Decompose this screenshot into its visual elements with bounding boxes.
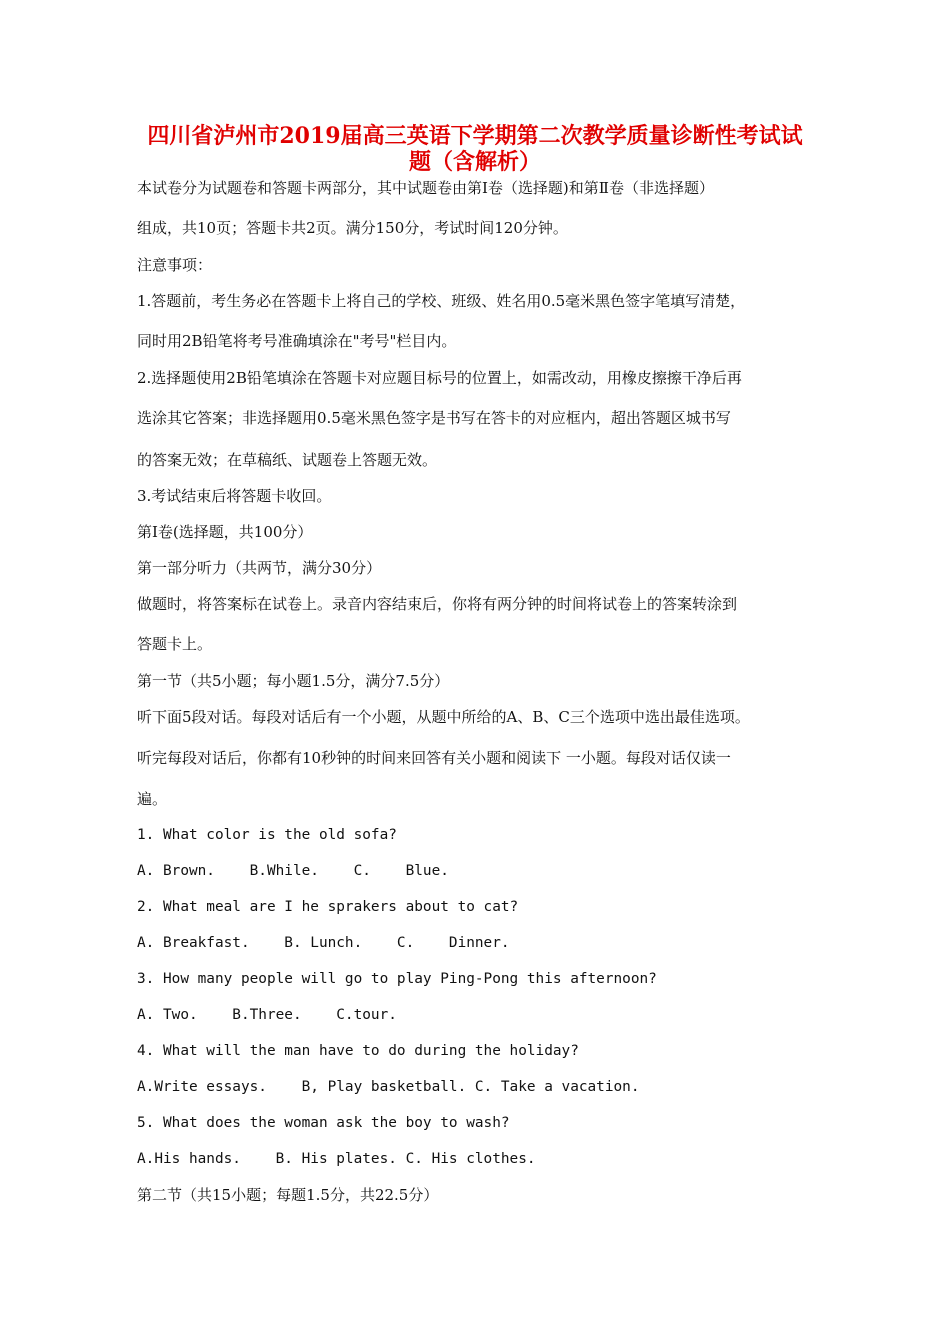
question-5-options: A.His hands. B. His plates. C. His clothes.: [137, 1151, 536, 1167]
section-2-heading: 第二节（共15小题；每题1.5分，共22.5分）: [137, 1186, 439, 1204]
notice-item-1-cont: 同时用2B铅笔将考号准确填涂在"考号"栏目内。: [137, 332, 457, 350]
section-1-heading: 第一节（共5小题；每小题1.5分，满分7.5分）: [137, 672, 450, 690]
intro-text-line: 本试卷分为试题卷和答题卡两部分，其中试题卷由第Ⅰ卷（选择题)和第Ⅱ卷（非选择题）: [137, 179, 714, 197]
section-1-instructions: 听下面5段对话。每段对话后有一个小题，从题中所给的A、B、C三个选项中选出最佳选项。: [137, 708, 750, 726]
notice-item-3: 3.考试结束后将答题卡收回。: [137, 487, 332, 505]
notice-item-1: 1.答题前，考生务必在答题卡上将自己的学校、班级、姓名用0.5毫米黑色签字笔填写清楚，: [137, 292, 746, 310]
intro-text-line: 组成，共10页；答题卡共2页。满分150分，考试时间120分钟。: [137, 219, 568, 237]
notice-item-2: 2.选择题使用2B铅笔填涂在答题卡对应题目标号的位置上，如需改动，用橡皮擦擦干净后再: [137, 369, 742, 387]
volume-1-heading: 第Ⅰ卷(选择题，共100分）: [137, 523, 313, 541]
question-2: 2. What meal are I he sprakers about to cat?: [137, 899, 519, 915]
question-1-options: A. Brown. B.While. C. Blue.: [137, 863, 449, 879]
section-1-instructions-cont: 遍。: [137, 790, 168, 808]
part-1-heading: 第一部分听力（共两节，满分30分）: [137, 559, 382, 577]
question-4-options: A.Write essays. B, Play basketball. C. Take a vacation.: [137, 1079, 640, 1095]
notice-item-2-cont: 选涂其它答案；非选择题用0.5毫米黑色签字是书写在答卡的对应框内，超出答题区城书写: [137, 409, 731, 427]
question-1: 1. What color is the old sofa?: [137, 827, 397, 843]
document-title-line-1: 四川省泸州市2019届高三英语下学期第二次教学质量诊断性考试试: [147, 123, 803, 149]
question-5: 5. What does the woman ask the boy to wash?: [137, 1115, 510, 1131]
notice-heading: 注意事项：: [137, 256, 213, 274]
section-1-instructions-cont: 听完每段对话后，你都有10秒钟的时间来回答有关小题和阅读下 一小题。每段对话仅读一: [137, 749, 731, 767]
document-title-line-2: 题（含解析）: [408, 149, 541, 175]
question-4: 4. What will the man have to do during the holiday?: [137, 1043, 579, 1059]
part-1-instructions-cont: 答题卡上。: [137, 635, 213, 653]
question-3-options: A. Two. B.Three. C.tour.: [137, 1007, 397, 1023]
question-2-options: A. Breakfast. B. Lunch. C. Dinner.: [137, 935, 510, 951]
notice-item-2-cont: 的答案无效；在草稿纸、试题卷上答题无效。: [137, 451, 438, 469]
part-1-instructions: 做题时，将答案标在试卷上。录音内容结束后，你将有两分钟的时间将试卷上的答案转涂到: [137, 595, 738, 613]
question-3: 3. How many people will go to play Ping-Pong this afternoon?: [137, 971, 657, 987]
